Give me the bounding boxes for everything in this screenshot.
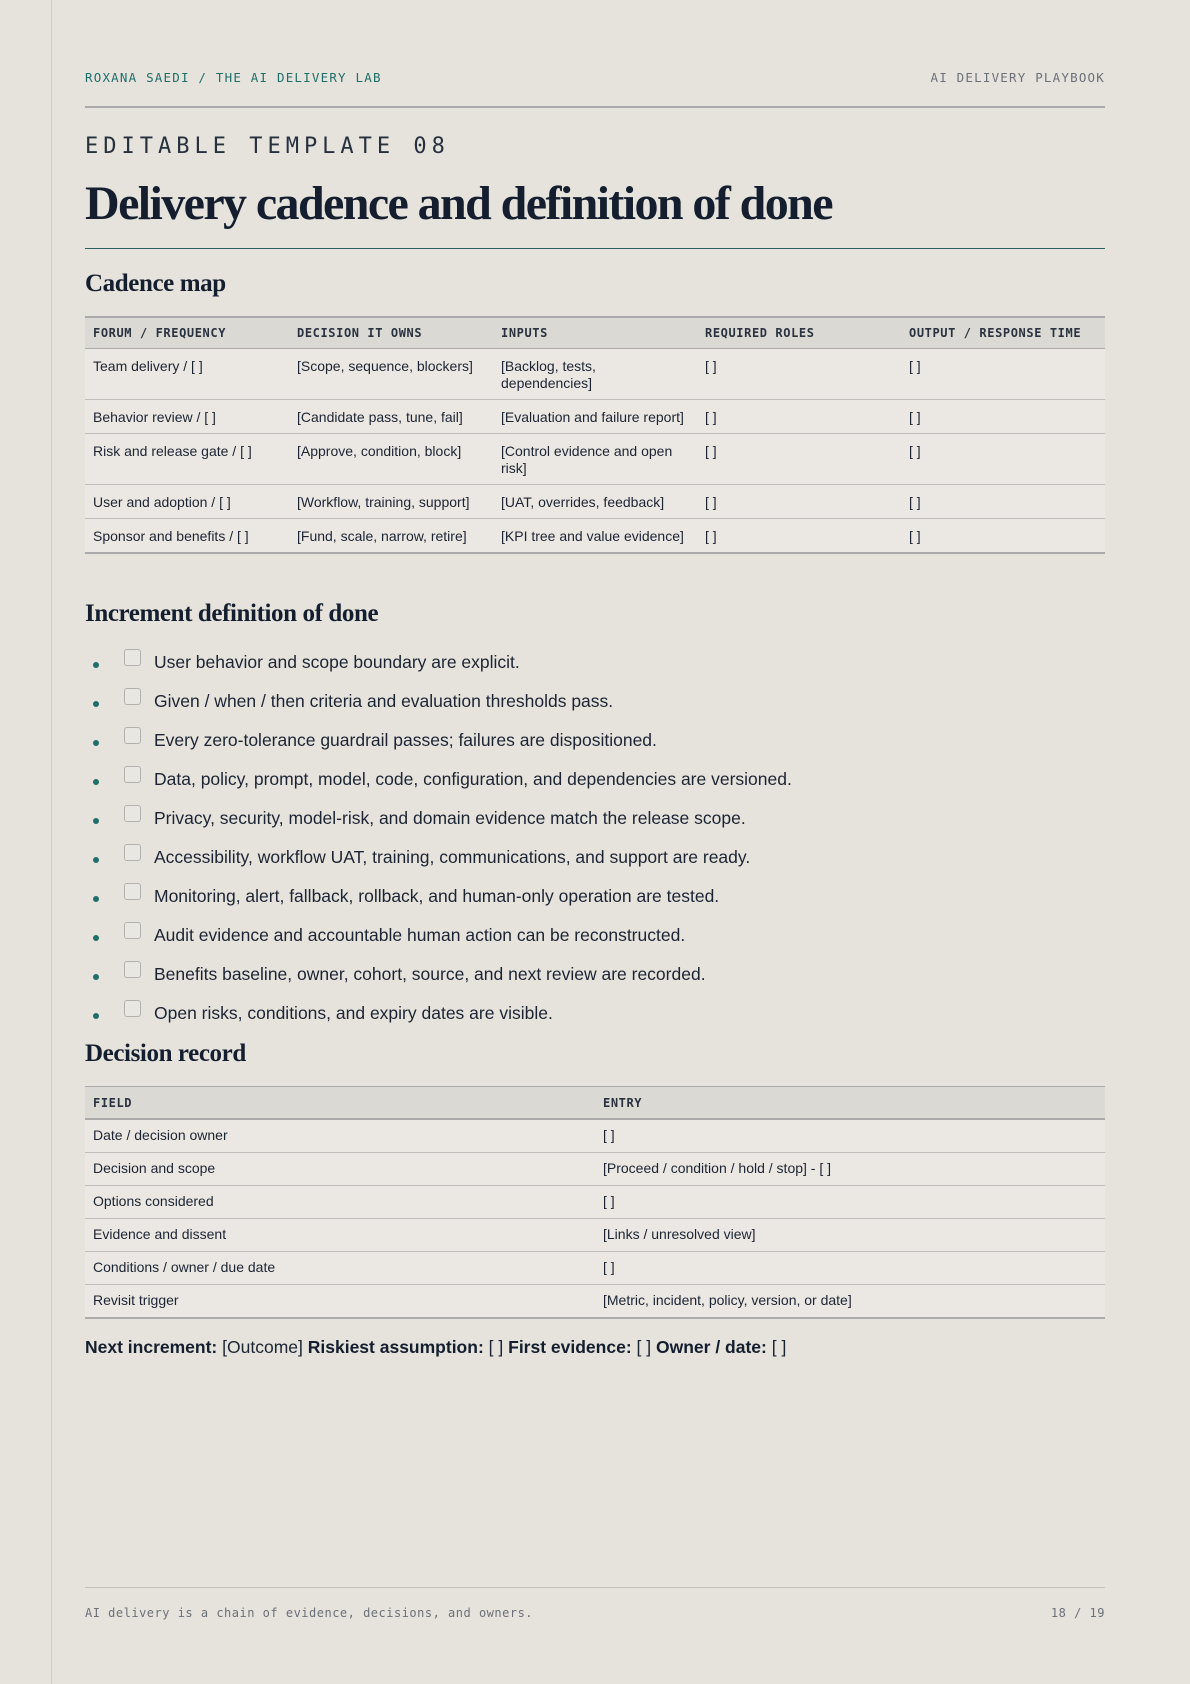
list-item <box>85 684 1105 723</box>
table-cell[interactable]: [ ] <box>697 349 901 400</box>
owner-date-value[interactable]: [ ] <box>771 1337 787 1357</box>
bullet-icon <box>93 857 99 863</box>
checklist-text: Every zero-tolerance guardrail passes; failures are dispositioned. <box>154 730 657 750</box>
table-cell[interactable]: [ ] <box>697 519 901 554</box>
checklist-text: Data, policy, prompt, model, code, configuration, and dependencies are versioned. <box>154 769 792 789</box>
table-cell[interactable]: Behavior review / [ ] <box>85 400 289 434</box>
checklist-text: Audit evidence and accountable human action can be reconstructed. <box>154 925 686 945</box>
bullet-icon <box>93 740 99 746</box>
table-row <box>85 485 1105 519</box>
table-cell[interactable]: Risk and release gate / [ ] <box>85 434 289 485</box>
field-cell: Revisit trigger <box>85 1285 595 1319</box>
riskiest-assumption-value[interactable]: [ ] <box>488 1337 504 1357</box>
page-number: 18 / 19 <box>1050 1606 1105 1620</box>
list-item <box>85 762 1105 801</box>
checkbox[interactable] <box>124 805 141 822</box>
table-cell[interactable]: [ ] <box>697 485 901 519</box>
table-cell[interactable]: [KPI tree and value evidence] <box>493 519 697 554</box>
list-item <box>85 723 1105 762</box>
checklist-text: Privacy, security, model-risk, and domain evidence match the release scope. <box>154 808 746 828</box>
entry-cell[interactable]: [Metric, incident, policy, version, or date] <box>595 1285 1105 1319</box>
header-divider <box>85 106 1105 108</box>
field-cell: Date / decision owner <box>85 1119 595 1153</box>
owner-date-label: Owner / date: <box>656 1337 767 1357</box>
table-cell[interactable]: [Control evidence and open risk] <box>493 434 697 485</box>
table-row <box>85 349 1105 400</box>
table-row <box>85 434 1105 485</box>
title-divider <box>85 248 1105 249</box>
table-cell[interactable]: [Workflow, training, support] <box>289 485 493 519</box>
running-footer <box>85 1606 1105 1620</box>
bullet-icon <box>93 779 99 785</box>
checkbox[interactable] <box>124 688 141 705</box>
table-cell[interactable]: [ ] <box>901 434 1105 485</box>
table-cell[interactable]: [ ] <box>901 400 1105 434</box>
running-header <box>85 70 1105 85</box>
entry-cell[interactable]: [Links / unresolved view] <box>595 1219 1105 1252</box>
field-cell: Options considered <box>85 1186 595 1219</box>
bullet-icon <box>93 818 99 824</box>
table-cell[interactable]: [ ] <box>901 519 1105 554</box>
bullet-icon <box>93 974 99 980</box>
entry-cell[interactable]: [ ] <box>595 1119 1105 1153</box>
bullet-icon <box>93 935 99 941</box>
header-book-title: AI DELIVERY PLAYBOOK <box>930 70 1105 85</box>
decision-header-row <box>85 1087 1105 1120</box>
table-row <box>85 1285 1105 1319</box>
column-header: OUTPUT / RESPONSE TIME <box>901 317 1105 349</box>
next-increment-line <box>85 1337 786 1358</box>
checkbox[interactable] <box>124 649 141 666</box>
checkbox[interactable] <box>124 922 141 939</box>
table-cell[interactable]: [Candidate pass, tune, fail] <box>289 400 493 434</box>
list-item <box>85 801 1105 840</box>
first-evidence-value[interactable]: [ ] <box>636 1337 652 1357</box>
table-cell[interactable]: [Backlog, tests, dependencies] <box>493 349 697 400</box>
bullet-icon <box>93 896 99 902</box>
table-cell[interactable]: User and adoption / [ ] <box>85 485 289 519</box>
table-cell[interactable]: [ ] <box>697 434 901 485</box>
riskiest-assumption-label: Riskiest assumption: <box>307 1337 484 1357</box>
list-item <box>85 879 1105 918</box>
template-eyebrow: EDITABLE TEMPLATE 08 <box>85 134 450 159</box>
bullet-icon <box>93 662 99 668</box>
dod-heading: Increment definition of done <box>85 600 379 627</box>
table-cell[interactable]: [ ] <box>901 349 1105 400</box>
table-cell[interactable]: [ ] <box>901 485 1105 519</box>
table-row <box>85 400 1105 434</box>
column-header: ENTRY <box>595 1087 1105 1120</box>
field-cell: Conditions / owner / due date <box>85 1252 595 1285</box>
checkbox[interactable] <box>124 766 141 783</box>
table-cell[interactable]: [Fund, scale, narrow, retire] <box>289 519 493 554</box>
footer-tagline: AI delivery is a chain of evidence, decisions, and owners. <box>85 1606 534 1620</box>
checkbox[interactable] <box>124 1000 141 1017</box>
next-increment-value[interactable]: [Outcome] <box>222 1337 303 1357</box>
checklist-text: Open risks, conditions, and expiry dates are visible. <box>154 1003 553 1023</box>
cadence-heading: Cadence map <box>85 270 226 297</box>
table-cell[interactable]: [UAT, overrides, feedback] <box>493 485 697 519</box>
cadence-table <box>85 316 1105 554</box>
table-cell[interactable]: Team delivery / [ ] <box>85 349 289 400</box>
bullet-icon <box>93 1013 99 1019</box>
table-row <box>85 1119 1105 1153</box>
checkbox[interactable] <box>124 727 141 744</box>
next-increment-label: Next increment: <box>85 1337 218 1357</box>
list-item <box>85 996 1105 1035</box>
table-row <box>85 1219 1105 1252</box>
decision-table <box>85 1086 1105 1319</box>
footer-divider <box>85 1587 1105 1588</box>
header-author: ROXANA SAEDI / THE AI DELIVERY LAB <box>85 70 382 85</box>
checkbox[interactable] <box>124 961 141 978</box>
column-header: DECISION IT OWNS <box>289 317 493 349</box>
column-header: FORUM / FREQUENCY <box>85 317 289 349</box>
page-title: Delivery cadence and definition of done <box>85 177 832 230</box>
table-cell[interactable]: [Evaluation and failure report] <box>493 400 697 434</box>
list-item <box>85 840 1105 879</box>
table-cell[interactable]: Sponsor and benefits / [ ] <box>85 519 289 554</box>
checkbox[interactable] <box>124 844 141 861</box>
table-row <box>85 519 1105 554</box>
table-row <box>85 1252 1105 1285</box>
checklist-text: Given / when / then criteria and evaluation thresholds pass. <box>154 691 614 711</box>
field-cell: Evidence and dissent <box>85 1219 595 1252</box>
entry-cell[interactable]: [ ] <box>595 1252 1105 1285</box>
margin-rule <box>51 0 52 1684</box>
list-item <box>85 918 1105 957</box>
decision-heading: Decision record <box>85 1040 246 1067</box>
table-cell[interactable]: [Approve, condition, block] <box>289 434 493 485</box>
entry-cell[interactable]: [Proceed / condition / hold / stop] - [ ] <box>595 1153 1105 1186</box>
list-item <box>85 957 1105 996</box>
checklist-text: User behavior and scope boundary are explicit. <box>154 652 520 672</box>
entry-cell[interactable]: [ ] <box>595 1186 1105 1219</box>
column-header: INPUTS <box>493 317 697 349</box>
checklist-text: Accessibility, workflow UAT, training, communications, and support are ready. <box>154 847 751 867</box>
cadence-header-row <box>85 317 1105 349</box>
first-evidence-label: First evidence: <box>508 1337 632 1357</box>
column-header: REQUIRED ROLES <box>697 317 901 349</box>
field-cell: Decision and scope <box>85 1153 595 1186</box>
table-cell[interactable]: [Scope, sequence, blockers] <box>289 349 493 400</box>
dod-checklist <box>85 645 1105 1035</box>
table-cell[interactable]: [ ] <box>697 400 901 434</box>
table-row <box>85 1186 1105 1219</box>
table-row <box>85 1153 1105 1186</box>
column-header: FIELD <box>85 1087 595 1120</box>
list-item <box>85 645 1105 684</box>
checklist-text: Benefits baseline, owner, cohort, source, and next review are recorded. <box>154 964 706 984</box>
checklist-text: Monitoring, alert, fallback, rollback, and human-only operation are tested. <box>154 886 720 906</box>
bullet-icon <box>93 701 99 707</box>
checkbox[interactable] <box>124 883 141 900</box>
